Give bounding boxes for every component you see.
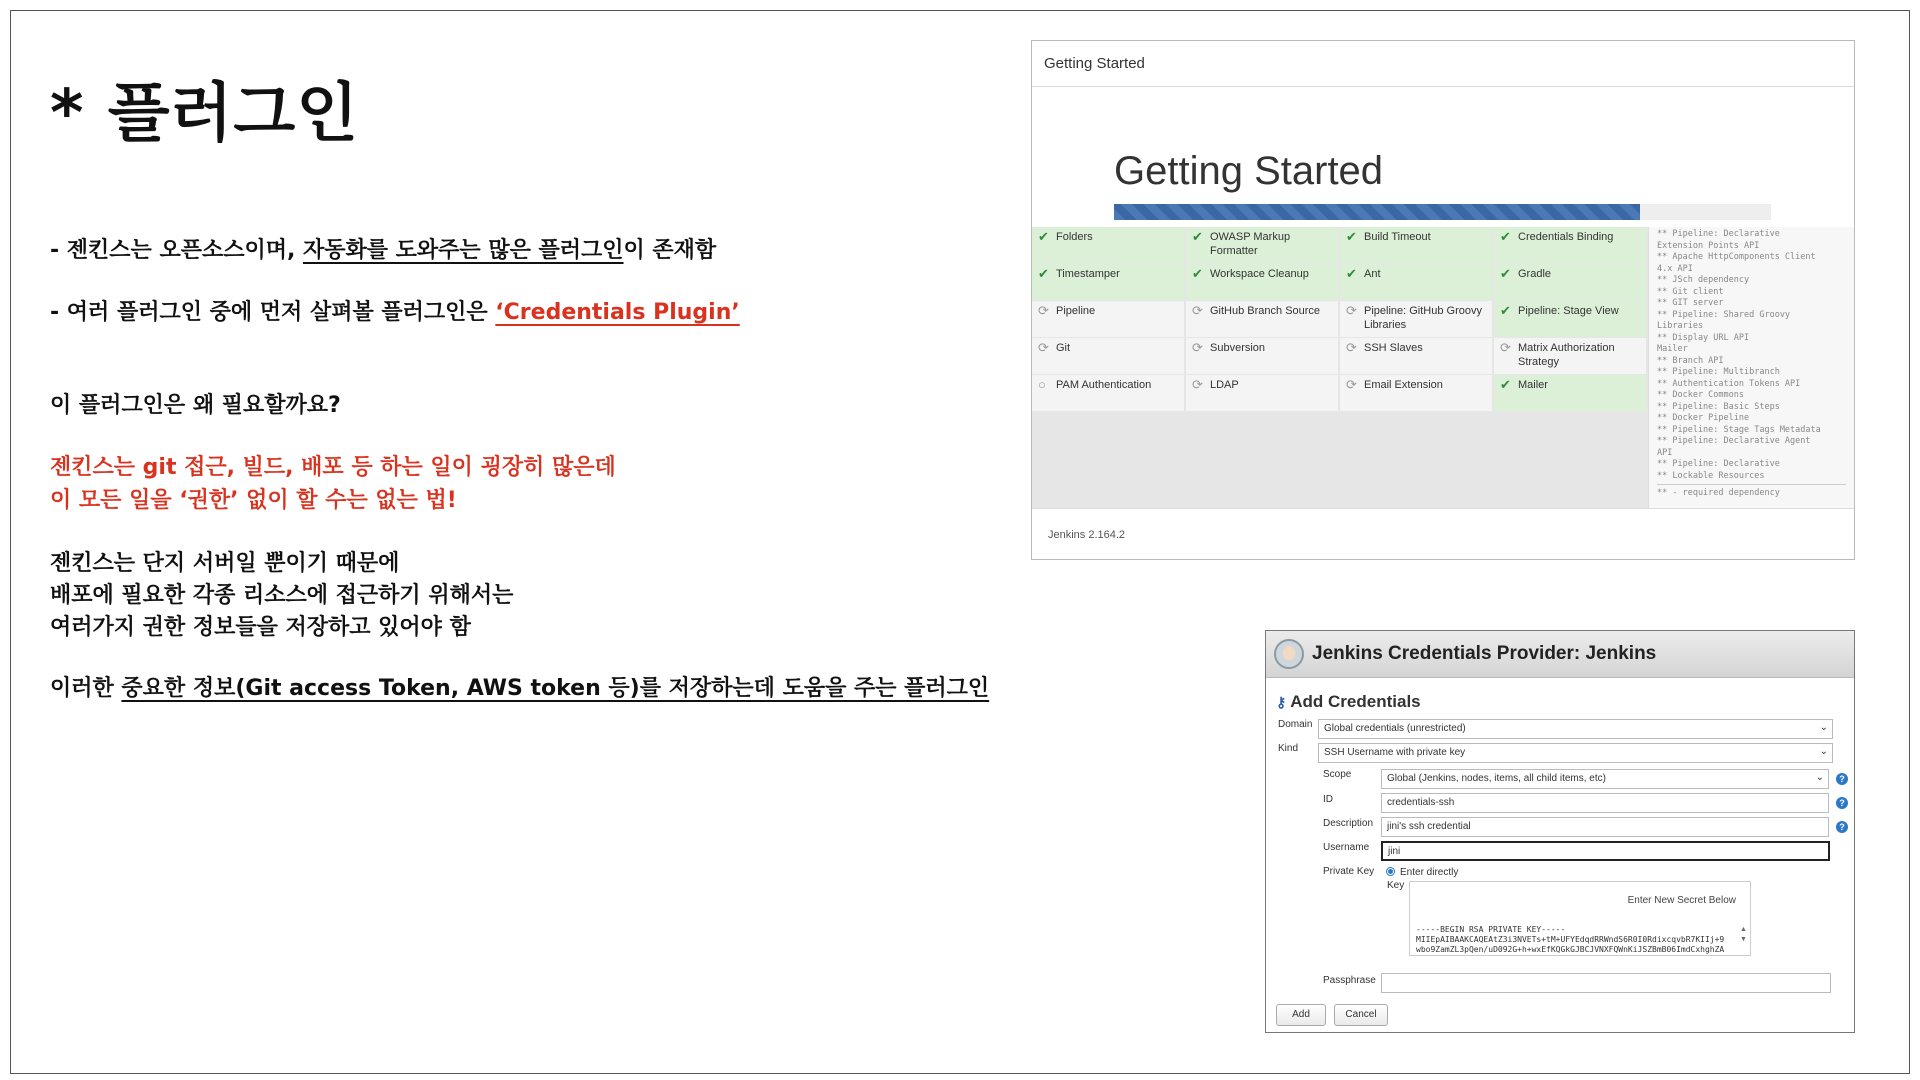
refresh-icon: ⟳ [1346,377,1357,392]
plugin-cell [1340,227,1492,263]
plugin-cell [1494,301,1646,337]
plugin-cell [1032,227,1184,263]
jenkins-logo-icon [1274,639,1304,669]
plugin-cell [1494,338,1646,374]
plugin-name: Matrix Authorization Strategy [1518,342,1615,368]
plugin-cell [1340,301,1492,337]
enter-directly-radio[interactable] [1386,867,1395,876]
refresh-icon: ⟳ [1192,377,1203,392]
refresh-icon: ⟳ [1346,303,1357,318]
gs-plugin-grid [1032,227,1648,508]
summary-line [50,671,989,702]
plugin-name: Git [1056,342,1071,354]
add-credentials-heading [1276,692,1421,712]
key-icon: ⚷ [1276,694,1287,710]
add-credentials-label: Add Credentials [1290,692,1421,711]
credentials-provider-screenshot [1265,630,1855,1033]
checkmark-icon: ✔ [1192,266,1203,281]
plugin-name: Build Timeout [1364,231,1431,243]
scope-select[interactable] [1381,769,1829,789]
plugin-cell [1032,375,1184,411]
plugin-cell [1032,338,1184,374]
checkmark-icon: ✔ [1346,266,1357,281]
username-label: Username [1323,842,1370,853]
intro-text-end: 이 존재함 [623,238,717,263]
plugin-cell [1494,375,1646,411]
chevron-down-icon: ⌄ [1815,772,1824,783]
plugin-cell [1340,338,1492,374]
checkmark-icon: ✔ [1500,229,1511,244]
gs-log-footer: ** - required dependency [1657,484,1846,500]
summary-text: 이러한 [50,676,122,701]
passphrase-label: Passphrase [1323,975,1376,986]
kind-select[interactable] [1318,743,1833,763]
gs-footer: Jenkins 2.164.2 [1032,508,1854,560]
checkmark-icon: ✔ [1500,377,1511,392]
getting-started-screenshot [1031,40,1855,560]
key-label: Key [1387,880,1405,891]
refresh-icon: ⟳ [1500,340,1511,355]
summary-underlined: 중요한 정보(Git access Token, AWS token 등)를 저장하는데 도움을 주는 플러그인 [121,676,990,701]
chevron-down-icon: ⌄ [1819,722,1828,733]
plugin-text: - 여러 플러그인 중에 먼저 살펴볼 플러그인은 [50,300,496,325]
chevron-down-icon: ⌄ [1819,746,1828,757]
gs-install-log [1648,227,1854,508]
checkmark-icon: ✔ [1192,229,1203,244]
gs-hero [1032,87,1854,227]
refresh-icon: ⟳ [1346,340,1357,355]
plugin-cell [1340,264,1492,300]
plugin-name: PAM Authentication [1056,379,1152,391]
kind-value: SSH Username with private key [1324,747,1466,758]
slide-title: * 플러그인 [50,77,360,151]
plugin-name: Pipeline [1056,305,1096,317]
enter-directly-label: Enter directly [1400,867,1459,878]
plugin-name: Email Extension [1364,379,1443,391]
red-line-2: 이 모든 일을 ‘권한’ 없이 할 수는 없는 법! [50,488,457,513]
plugin-cell [1186,338,1338,374]
gs-progress-bar [1114,204,1771,220]
scroll-arrows-icon[interactable]: ▲ ▼ [1740,926,1747,943]
refresh-icon: ⟳ [1038,303,1049,318]
cancel-button[interactable]: Cancel [1334,1004,1388,1026]
plugin-name: Folders [1056,231,1093,243]
red-line-1: 젠킨스는 git 접근, 빌드, 배포 등 하는 일이 굉장히 많은데 [50,455,616,480]
gs-progress-fill [1114,204,1640,220]
plugin-name: Credentials Binding [1518,231,1614,243]
plugin-line [50,295,740,326]
plugin-cell [1032,301,1184,337]
id-input[interactable]: credentials-ssh [1381,793,1829,813]
plugin-name: Gradle [1518,268,1552,280]
passphrase-input[interactable] [1381,973,1831,993]
domain-select[interactable] [1318,719,1833,739]
kind-label: Kind [1278,743,1299,754]
para-line-3: 여러가지 권한 정보들을 저장하고 있어야 함 [50,615,471,640]
private-key-textarea[interactable] [1409,881,1751,956]
description-label: Description [1323,818,1374,829]
plugin-cell [1340,375,1492,411]
plugin-name: Mailer [1518,379,1548,391]
private-key-label: Private Key [1323,866,1375,877]
key-text: -----BEGIN RSA PRIVATE KEY----- MIIEpAIBAAKCAQEAtZ3i3NVETs+tM+UFYEdqdRRWndS6R0I0RdixcqvbR7KIIj+9 wbo9ZamZL3pQen/uD092G+h+wxEfKQGkGJBCJVNXFQWnKiJSZBmB06ImdCxhghZA [1416,925,1725,954]
plugin-cell [1186,227,1338,263]
plugin-name: Pipeline: Stage View [1518,305,1619,317]
plugin-name: Workspace Cleanup [1210,268,1309,280]
para-line-2: 배포에 필요한 각종 리소스에 접근하기 위해서는 [50,583,514,608]
plugin-name: LDAP [1210,379,1239,391]
plugin-name: Subversion [1210,342,1266,354]
domain-label: Domain [1278,719,1313,730]
refresh-icon: ⟳ [1192,303,1203,318]
plugin-cell [1186,375,1338,411]
gs-title: Getting Started [1114,149,1384,193]
help-icon[interactable]: ? [1836,773,1848,785]
cp-title: Jenkins Credentials Provider: Jenkins [1312,643,1657,664]
question-line: 이 플러그인은 왜 필요할까요? [50,393,341,418]
plugin-name: Timestamper [1056,268,1120,280]
refresh-icon: ⟳ [1192,340,1203,355]
plugin-cell [1186,301,1338,337]
help-icon[interactable]: ? [1836,821,1848,833]
plugin-name: GitHub Branch Source [1210,305,1321,317]
checkmark-icon: ✔ [1038,266,1049,281]
description-input[interactable]: jini's ssh credential [1381,817,1829,837]
plugin-cell [1186,264,1338,300]
help-icon[interactable]: ? [1836,797,1848,809]
plugin-cell [1032,264,1184,300]
username-input[interactable]: jini [1381,841,1830,861]
refresh-icon: ⟳ [1038,340,1049,355]
cp-titlebar [1266,631,1854,678]
domain-value: Global credentials (unrestricted) [1324,723,1466,734]
add-button[interactable]: Add [1276,1004,1326,1026]
checkmark-icon: ✔ [1500,266,1511,281]
scope-label: Scope [1323,769,1352,780]
para-line-1: 젠킨스는 단지 서버일 뿐이기 때문에 [50,551,400,576]
gs-log-text: ** Pipeline: Declarative Extension Points API ** Apache HttpComponents Client 4.x API ** JSch dependency ** Git client ** GIT server ** Pipeline: Shared Groovy Libraries ** Display URL API Mailer ** Branch API ** Pipeline: Multibranch ** Authentication Tokens API ** Docker Commons ** Pipeline: Basic Steps ** Docker Pipeline ** Pipeline: Stage Tags Metadata ** Pipeline: Declarative Agent API ** Pipeline: Declarative ** Lockable Resources [1657,229,1821,481]
pending-icon: ○ [1038,377,1046,392]
checkmark-icon: ✔ [1038,229,1049,244]
gs-body [1032,227,1854,508]
checkmark-icon: ✔ [1500,303,1511,318]
plugin-cell [1494,227,1646,263]
scope-value: Global (Jenkins, nodes, items, all child items, etc) [1387,773,1606,784]
credentials-plugin-name: ‘Credentials Plugin’ [495,300,740,325]
key-hint: Enter New Secret Below [1627,895,1736,906]
intro-line [50,233,716,264]
gs-header: Getting Started [1032,41,1854,87]
plugin-name: Ant [1364,268,1381,280]
intro-text: - 젠킨스는 오픈소스이며, [50,238,303,263]
id-label: ID [1323,794,1333,805]
plugin-name: OWASP Markup Formatter [1210,231,1291,257]
plugin-name: Pipeline: GitHub Groovy Libraries [1364,305,1482,331]
checkmark-icon: ✔ [1346,229,1357,244]
intro-underlined: 자동화를 도와주는 많은 플러그인 [303,238,624,263]
plugin-cell [1494,264,1646,300]
plugin-name: SSH Slaves [1364,342,1423,354]
